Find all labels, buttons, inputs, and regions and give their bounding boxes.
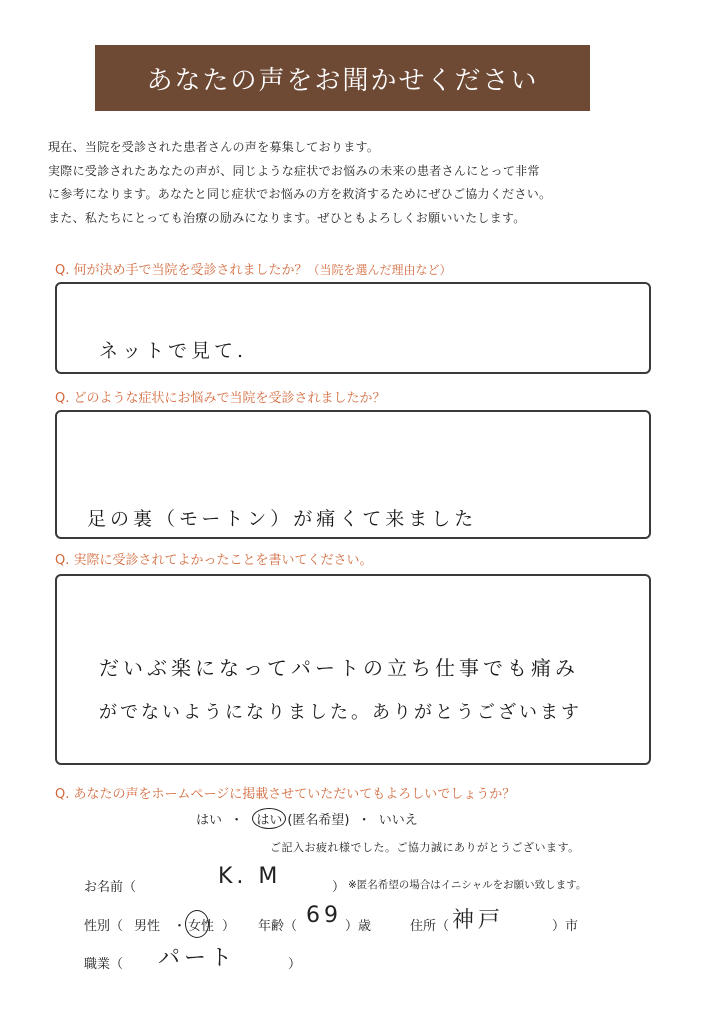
intro-line: に参考になります。あなたと同じ症状でお悩みの方を救済するためにぜひご協力ください。 — [48, 187, 552, 201]
intro-text — [48, 136, 678, 230]
question-1-hint: （当院を選んだ理由など） — [307, 263, 452, 277]
option-no[interactable]: いいえ — [378, 813, 418, 828]
question-4-label: Q. あなたの声をホームページに掲載させていただいてもよろしいでしょうか？ — [55, 787, 516, 802]
answer-box-3[interactable] — [55, 574, 651, 765]
question-2 — [55, 387, 386, 406]
name-value[interactable]: K. M — [218, 864, 282, 889]
answer-box-1[interactable] — [55, 282, 651, 374]
gender-male[interactable]: 男性 — [134, 919, 161, 934]
name-close: ） — [332, 880, 346, 895]
question-1 — [55, 259, 452, 278]
question-3 — [55, 549, 373, 568]
intro-line: また、私たちにとっても治療の励みになります。ぜひともよろしくお願いいたします。 — [48, 210, 526, 225]
gender-separator: ・ — [173, 919, 187, 934]
question-3-label: Q. 実際に受診されてよかったことを書いてください。 — [55, 553, 373, 568]
option-separator: ・ — [357, 813, 371, 828]
option-separator: ・ — [230, 813, 244, 828]
answer-3-line-2: がでないようになりました。ありがとうございます — [99, 702, 582, 723]
consent-choices — [196, 808, 418, 829]
gender-close: ） — [222, 919, 236, 934]
address-label: 住所（ — [410, 919, 450, 934]
answer-2-text: 足の裏（モートン）が痛くて来ました — [87, 508, 478, 530]
job-value[interactable]: パート — [158, 946, 237, 971]
age-close: ）歳 — [345, 919, 372, 934]
job-label: 職業（ — [84, 957, 124, 972]
gender-circle-mark — [185, 910, 209, 938]
intro-line: 実際に受診されたあなたの声が、同じような症状でお悩みの未来の患者さんにとって非常 — [48, 163, 540, 178]
answer-1-text: ネットで見て. — [99, 340, 248, 362]
answer-3-line-1: だいぶ楽になってパートの立ち仕事でも痛み — [99, 656, 579, 680]
page-title-text: あなたの声をお聞かせください — [146, 65, 539, 96]
thanks-message: ご記入お疲れ様でした。ご協力誠にありがとうございます。 — [270, 841, 580, 854]
option-yes[interactable]: はい — [196, 813, 223, 828]
option-yes-anonymous[interactable]: はい — [252, 808, 286, 829]
answer-box-2[interactable] — [55, 410, 651, 539]
question-4 — [55, 783, 515, 802]
job-close: ） — [288, 957, 302, 972]
age-value[interactable]: 69 — [306, 903, 342, 928]
address-value[interactable]: 神戸 — [452, 908, 505, 933]
page-title — [95, 45, 590, 111]
question-1-label: Q. 何が決め手で当院を受診されましたか？ — [55, 263, 308, 278]
gender-label: 性別（ — [84, 919, 124, 934]
question-2-label: Q. どのような症状にお悩みで当院を受診されましたか？ — [55, 391, 386, 406]
age-label: 年齢（ — [258, 919, 298, 934]
name-note: ※匿名希望の場合はイニシャルをお願い致します。 — [348, 879, 587, 891]
gender-female[interactable]: 女性 — [188, 919, 215, 934]
address-close: ）市 — [552, 919, 579, 934]
name-label: お名前（ — [84, 880, 137, 895]
anonymous-note: (匿名希望) — [287, 813, 350, 828]
intro-line: 現在、当院を受診された患者さんの声を募集しております。 — [48, 140, 380, 154]
